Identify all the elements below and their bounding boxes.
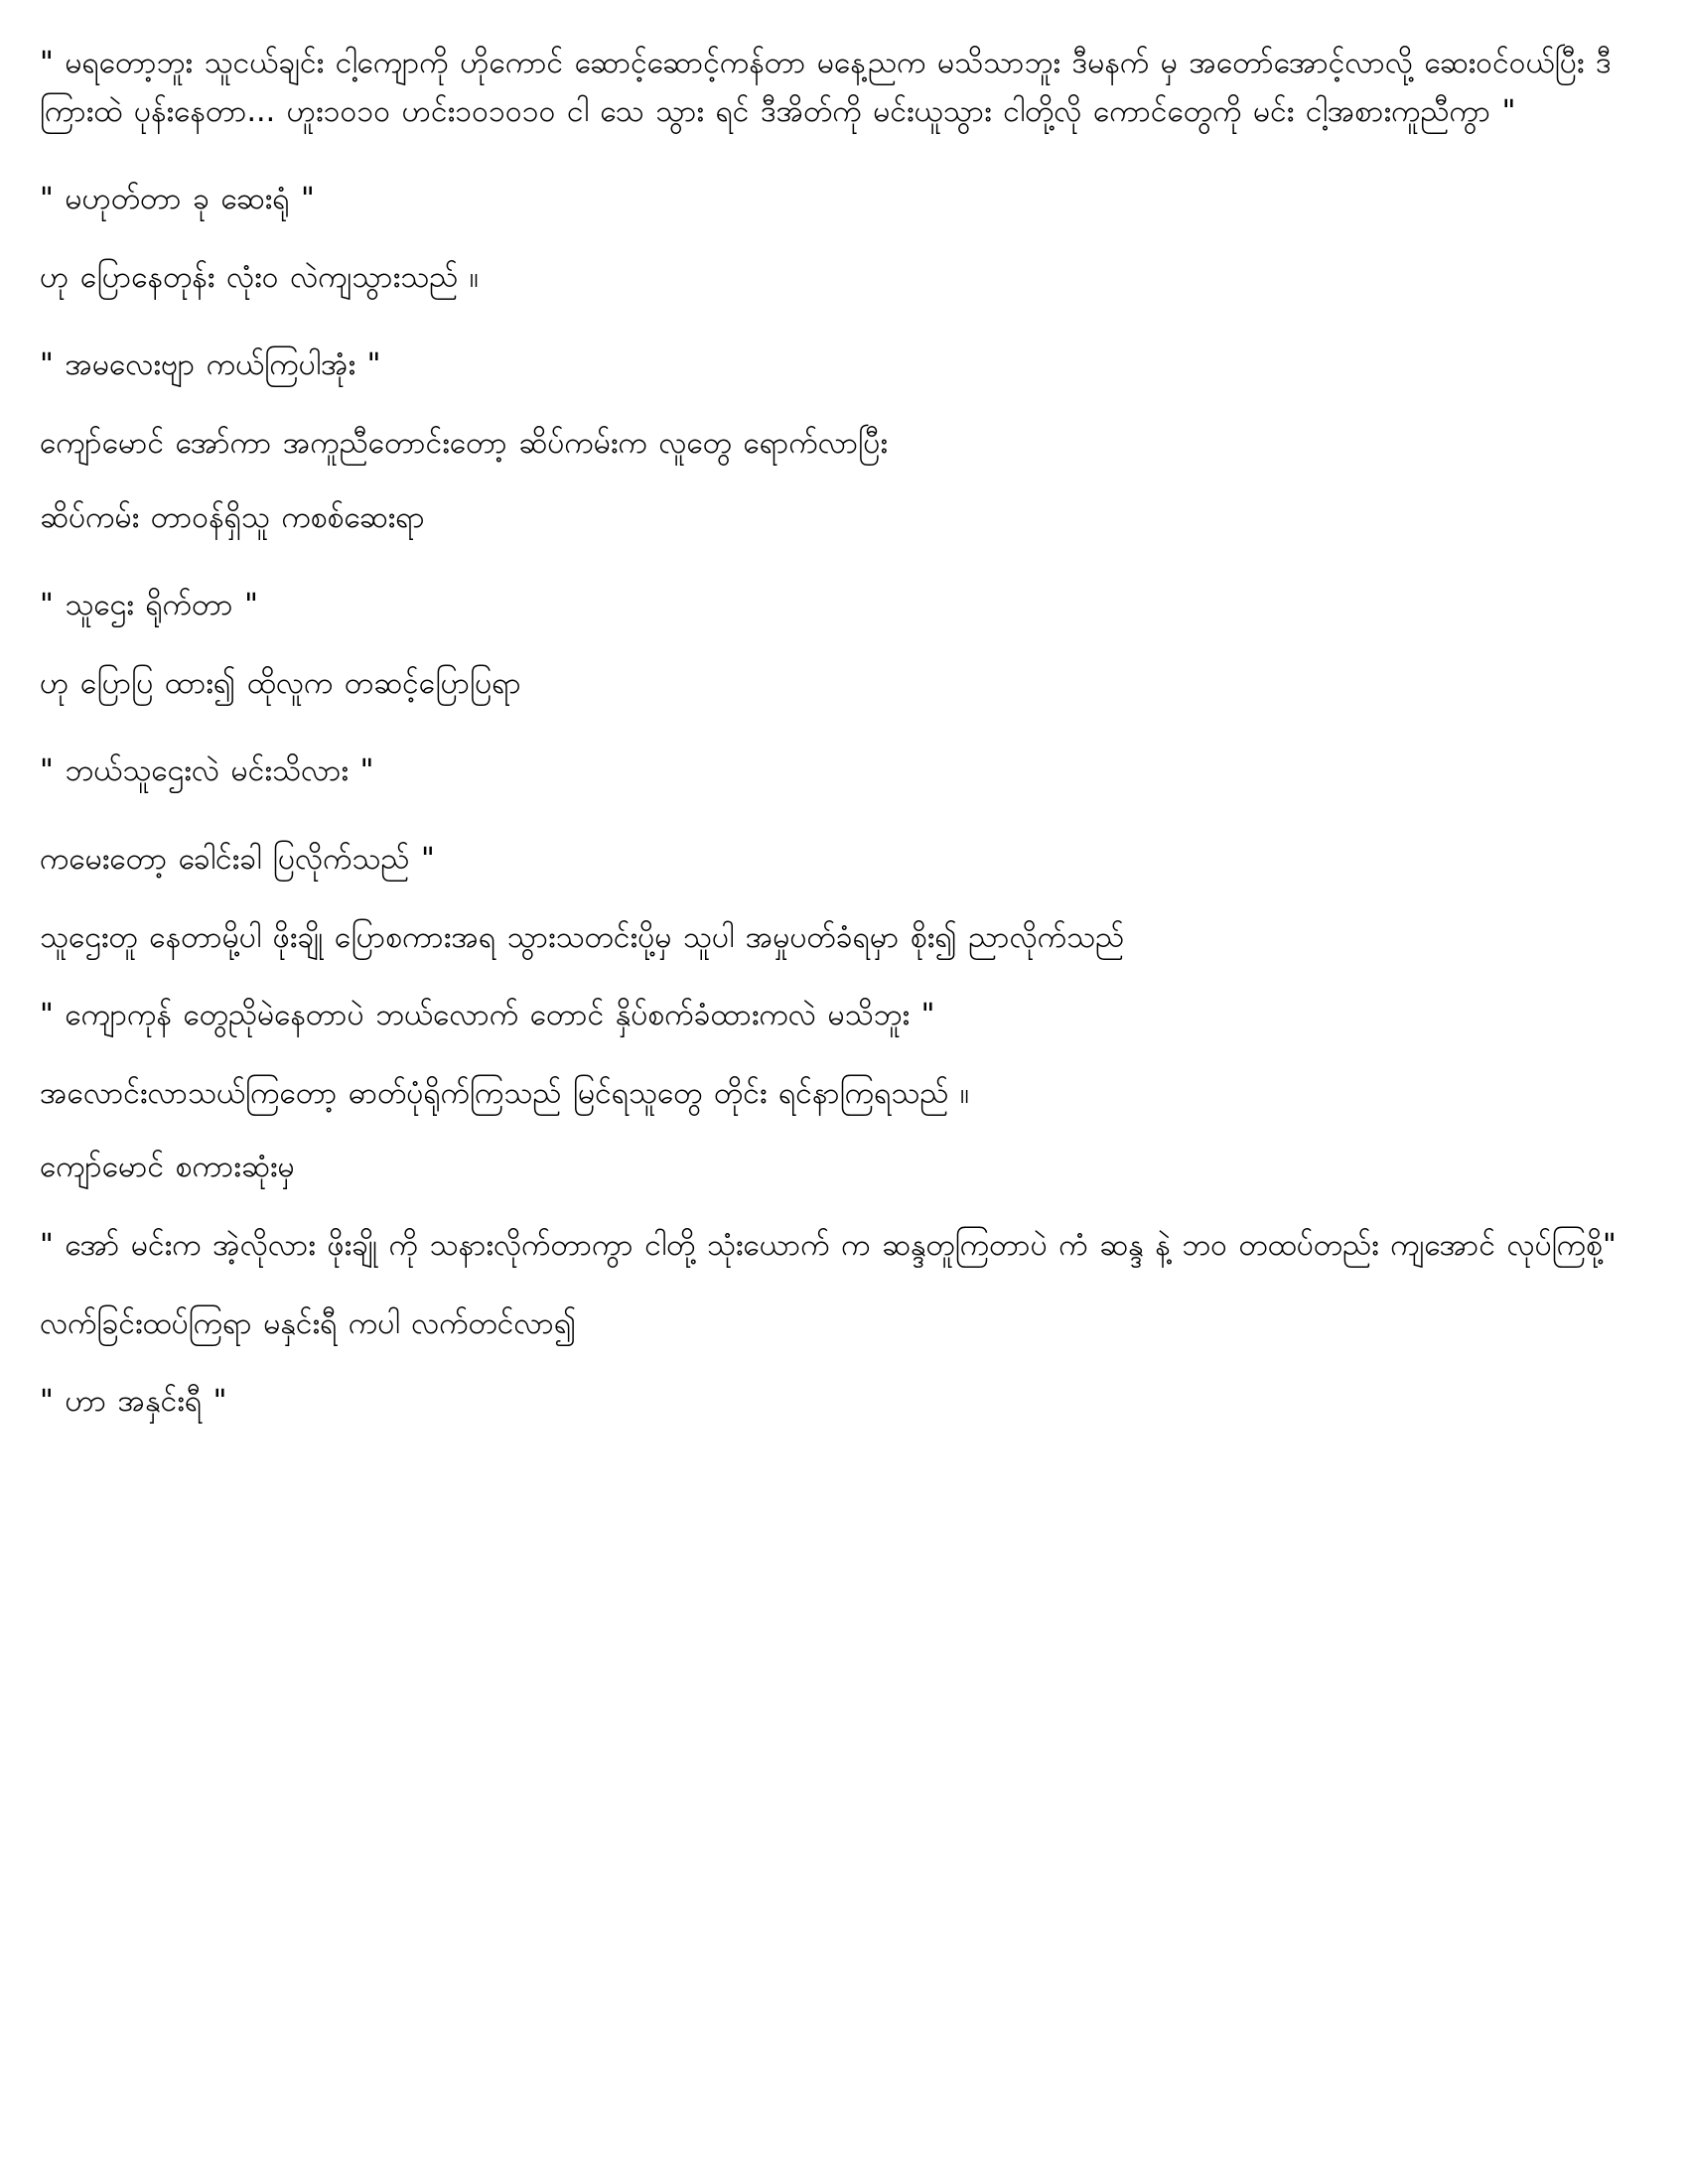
paragraph: လက်ခြင်းထပ်ကြရာ မနှင်းရီ ကပါ လက်တင်လာ၍ — [40, 1305, 577, 1341]
paragraph: ကမေးတော့ ခေါင်းခါ ပြလိုက်သည် " — [40, 841, 435, 877]
paragraph: " အမလေးဗျာ ကယ်ကြပါအုံး " — [40, 347, 381, 383]
paragraph: " ဘယ်သူဌေးလဲ မင်းသိလား " — [40, 753, 374, 789]
paragraph: ကျော်မောင် အော်ကာ အကူညီတောင်းတော့ ဆိပ်ကမ်းက လူတွေ ရောက်လာပြီး — [40, 425, 888, 461]
document-body — [40, 40, 1628, 1427]
paragraph: " သူဌေး ရိုက်တာ " — [40, 588, 258, 623]
paragraph: ဟု ပြောပြ ထား၍ ထိုလူက တဆင့်ပြောပြရာ — [40, 665, 521, 701]
paragraph: ဟု ပြောနေတုန်း လုံးဝ လဲကျသွားသည် ။ — [40, 259, 479, 295]
paragraph: " မရတော့ဘူး သူငယ်ချင်း ငါ့ကျောကို ဟိုကောင် ဆောင့်ဆောင့်ကန်တာ မနေ့ညက မသိသာဘူး ဒီမနက် မှ အတော်အောင့်လာလို့ ဆေးဝင်ဝယ်ပြီး ဒီကြားထဲ ပုန်းနေတာ... ဟူး၁၀၁၀ ဟင်း၁၀၁၀၁၀ ငါ သေ သွား ရင် ဒီအိတ်ကို မင်းယူသွား ငါတို့လို ကောင်တွေကို မင်း ငါ့အစားကူညီကွာ " — [40, 46, 1612, 129]
paragraph: " ဟာ အနှင်းရီ " — [40, 1384, 227, 1420]
paragraph: " မဟုတ်တာ ခု ဆေးရုံ " — [40, 182, 315, 217]
paragraph: သူဌေးတူ နေတာမို့ပါ ဖိုးချို ပြောစကားအရ သွားသတင်းပို့မှ သူပါ အမှုပတ်ခံရမှာ စိုး၍ ညာလိုက်သည် — [40, 919, 1125, 955]
paragraph: ဆိပ်ကမ်း တာဝန်ရှိသူ ကစစ်ဆေးရာ — [40, 499, 425, 535]
paragraph: ကျော်မောင် စကားဆုံးမှ — [40, 1150, 295, 1185]
paragraph: " အော် မင်းက အဲ့လိုလား ဖိုးချို ကို သနားလိုက်တာကွာ ငါတို့ သုံးယောက် က ဆန္ဒတူကြတာပဲ ကံ ဆန္ဒ နဲ့ ဘဝ တထပ်တည်း ကျအောင် လုပ်ကြစို့" — [40, 1227, 1617, 1263]
paragraph: " ကျောကုန် တွေညိုမဲနေတာပဲ ဘယ်လောက် တောင် နှိပ်စက်ခံထားကလဲ မသိဘူး " — [40, 998, 935, 1033]
paragraph: အလောင်းလာသယ်ကြတော့ ဓာတ်ပုံရိုက်ကြသည် မြင်ရသူတွေ တိုင်း ရင်နာကြရသည် ။ — [40, 1075, 970, 1111]
